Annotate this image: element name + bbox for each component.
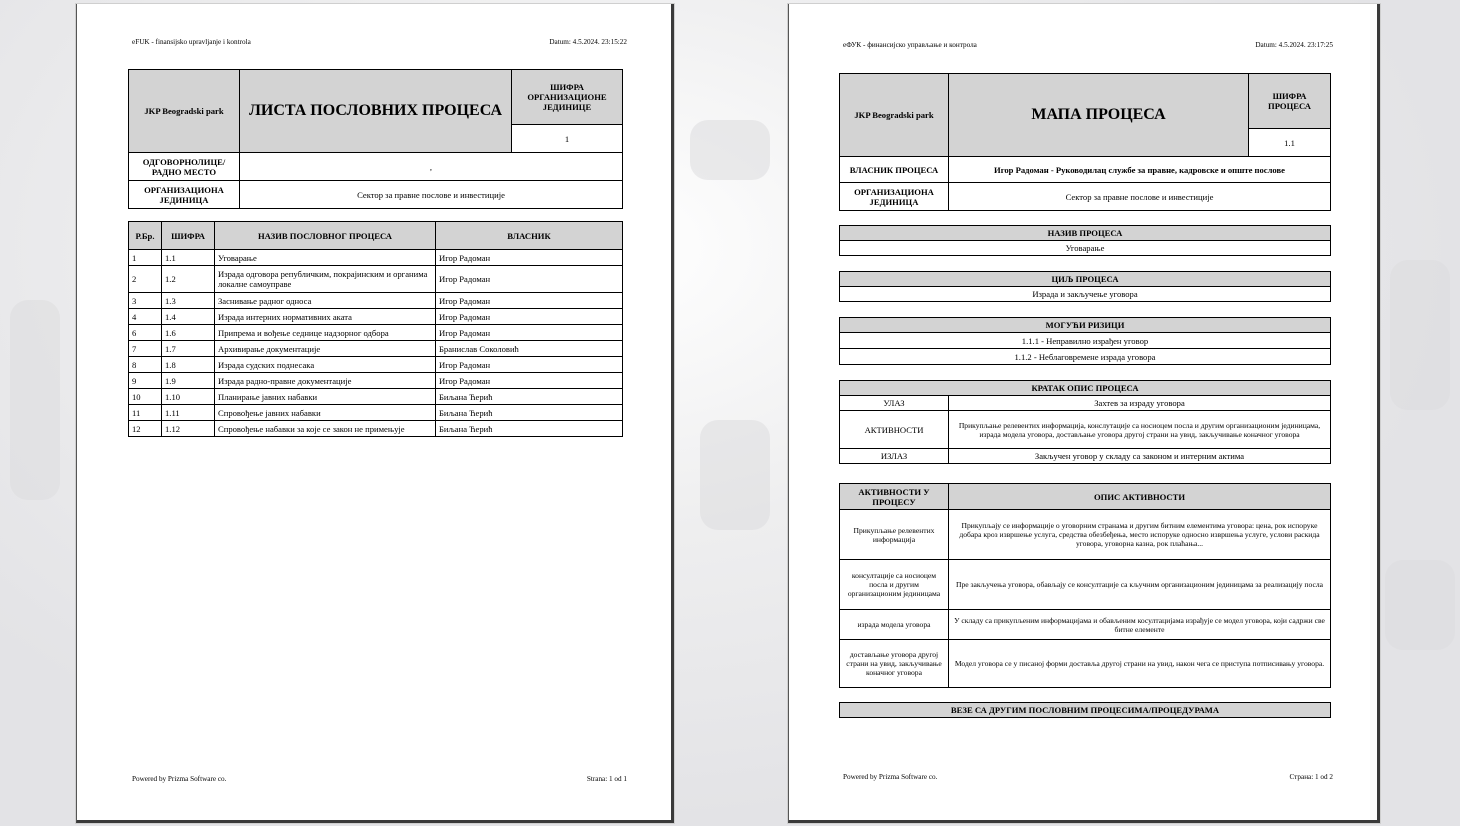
row-number: 2 bbox=[129, 266, 162, 293]
row-code: 1.9 bbox=[162, 373, 215, 389]
row-owner: Биљана Ћерић bbox=[436, 389, 623, 405]
page-header-left: еФУК - финансијско управљање и контрола bbox=[843, 41, 977, 49]
row-owner: Игор Радоман bbox=[436, 250, 623, 266]
activities-value: Прикупљање релевентих информација, конслутације са носиоцем посла и другим организационим јединицама, израда модела уговора, достављање уговора другој страни на увид, закључивање коначног уговора bbox=[949, 411, 1331, 449]
row-owner: Биљана Ћерић bbox=[436, 405, 623, 421]
activity-name: консултације са носиоцем посла и другим организационим јединицама bbox=[840, 560, 949, 610]
activity-description: Модел уговора се у писаној форми доставља другој страни на увид, након чега се приступа потписивању уговора. bbox=[949, 640, 1331, 688]
row-code: 1.10 bbox=[162, 389, 215, 405]
column-header-owner: ВЛАСНИК bbox=[436, 222, 623, 250]
table-row bbox=[129, 389, 623, 405]
row-code: 1.4 bbox=[162, 309, 215, 325]
row-process-name: Спровођење јавних набавки bbox=[215, 405, 436, 421]
related-processes-label: ВЕЗЕ СА ДРУГИМ ПОСЛОВНИМ ПРОЦЕСИМА/ПРОЦЕДУРАМА bbox=[840, 703, 1331, 718]
org-code-label: ШИФРА ОРГАНИЗАЦИОНЕ ЈЕДИНИЦЕ bbox=[512, 70, 623, 125]
table-row bbox=[129, 373, 623, 389]
row-process-name: Израда одговора републичким, покрајинским и органима локалне самоуправе bbox=[215, 266, 436, 293]
row-process-name: Уговарање bbox=[215, 250, 436, 266]
table-row bbox=[129, 405, 623, 421]
process-goal-label: ЦИЉ ПРОЦЕСА bbox=[840, 272, 1331, 287]
row-owner: Игор Радоман bbox=[436, 357, 623, 373]
table-row bbox=[129, 266, 623, 293]
column-header-code: ШИФРА bbox=[162, 222, 215, 250]
background-puzzle-shape bbox=[10, 300, 60, 500]
activity-name: Прикупљање релевентих информација bbox=[840, 510, 949, 560]
process-name-label: НАЗИВ ПРОЦЕСА bbox=[840, 226, 1331, 241]
risk-item: 1.1.2 - Неблаговремене израда уговора bbox=[840, 349, 1331, 365]
row-process-name: Планирање јавних набавки bbox=[215, 389, 436, 405]
table-row bbox=[129, 341, 623, 357]
row-owner: Бранислав Соколовић bbox=[436, 341, 623, 357]
background-puzzle-shape bbox=[700, 420, 770, 530]
row-number: 4 bbox=[129, 309, 162, 325]
row-code: 1.2 bbox=[162, 266, 215, 293]
activity-row bbox=[840, 640, 1331, 688]
document-page-2[interactable] bbox=[788, 4, 1380, 823]
table-row bbox=[129, 325, 623, 341]
document-title: ЛИСТА ПОСЛОВНИХ ПРОЦЕСА bbox=[240, 70, 512, 153]
row-owner: Игор Радоман bbox=[436, 293, 623, 309]
document-page-1[interactable] bbox=[76, 4, 674, 823]
background-puzzle-shape bbox=[1390, 260, 1450, 410]
activity-row bbox=[840, 560, 1331, 610]
process-map-header-table bbox=[839, 73, 1331, 211]
table-row bbox=[129, 357, 623, 373]
activity-row bbox=[840, 610, 1331, 640]
row-number: 11 bbox=[129, 405, 162, 421]
process-goal-value: Израда и закључење уговора bbox=[840, 287, 1331, 302]
short-description-label: КРАТАК ОПИС ПРОЦЕСА bbox=[840, 381, 1331, 396]
row-owner: Игор Радоман bbox=[436, 325, 623, 341]
short-description-table bbox=[839, 380, 1331, 464]
activity-description: У складу са прикупљеним информацијама и обављеним косултацијама израђује се модел уговора, који садржи све битне елементе bbox=[949, 610, 1331, 640]
process-goal-table bbox=[839, 271, 1331, 302]
activity-description-label: ОПИС АКТИВНОСТИ bbox=[949, 484, 1331, 510]
process-code-value: 1.1 bbox=[1249, 129, 1331, 157]
activity-description: Прикупљају се информације о уговорним странама и другим битним елементима уговора: цена, рок испоруке добара кроз извршење услуга, средства обезбеђења, место испоруке односно извршења услуге, услови раскида уговора, уговорна казна, рок плаћања... bbox=[949, 510, 1331, 560]
activity-row bbox=[840, 510, 1331, 560]
background-puzzle-shape bbox=[690, 120, 770, 180]
row-number: 6 bbox=[129, 325, 162, 341]
row-number: 12 bbox=[129, 421, 162, 437]
row-owner: Игор Радоман bbox=[436, 309, 623, 325]
input-value: Захтев за израду уговора bbox=[949, 396, 1331, 411]
activities-table bbox=[839, 483, 1331, 688]
company-name: JKP Beogradski park bbox=[840, 74, 949, 157]
table-row bbox=[129, 309, 623, 325]
row-process-name: Израда интерних нормативних аката bbox=[215, 309, 436, 325]
row-number: 9 bbox=[129, 373, 162, 389]
process-code-label: ШИФРА ПРОЦЕСА bbox=[1249, 74, 1331, 129]
row-process-name: Припрема и вођење седнице надзорног одбора bbox=[215, 325, 436, 341]
process-name-table bbox=[839, 225, 1331, 256]
org-unit-label: ОРГАНИЗАЦИОНА ЈЕДИНИЦА bbox=[840, 183, 949, 211]
activity-name: достављање уговора другој страни на увид, закључивање коначног уговора bbox=[840, 640, 949, 688]
page-header-left: eFUK - finansijsko upravljanje i kontrola bbox=[132, 38, 251, 46]
row-code: 1.7 bbox=[162, 341, 215, 357]
org-code-value: 1 bbox=[512, 125, 623, 153]
page-number: Страна: 1 od 2 bbox=[1289, 773, 1333, 781]
row-process-name: Спровођење набавки за које се закон не примењује bbox=[215, 421, 436, 437]
process-owner-label: ВЛАСНИК ПРОЦЕСА bbox=[840, 157, 949, 183]
row-process-name: Заснивање радног односа bbox=[215, 293, 436, 309]
risks-table bbox=[839, 317, 1331, 365]
background-puzzle-shape bbox=[1385, 560, 1455, 650]
process-owner-value: Игор Радоман - Руководилац службе за правне, кадровске и опште послове bbox=[949, 157, 1331, 183]
process-name-value: Уговарање bbox=[840, 241, 1331, 256]
responsible-person-value: , bbox=[240, 153, 623, 181]
activity-description: Пре закључења уговора, обављају се консултације са кључним организационим јединицама за реализацију посла bbox=[949, 560, 1331, 610]
org-unit-value: Сектор за правне послове и инвестиције bbox=[240, 181, 623, 209]
page-header-date: Datum: 4.5.2024. 23:15:22 bbox=[549, 38, 627, 46]
output-value: Закључен уговор у складу са законом и интерним актима bbox=[949, 449, 1331, 464]
column-header-process-name: НАЗИВ ПОСЛОВНОГ ПРОЦЕСА bbox=[215, 222, 436, 250]
document-title: МАПА ПРОЦЕСА bbox=[949, 74, 1249, 157]
row-code: 1.6 bbox=[162, 325, 215, 341]
table-row bbox=[129, 293, 623, 309]
row-code: 1.12 bbox=[162, 421, 215, 437]
table-row bbox=[129, 421, 623, 437]
table-row bbox=[129, 250, 623, 266]
row-code: 1.1 bbox=[162, 250, 215, 266]
activity-name: израда модела уговора bbox=[840, 610, 949, 640]
row-process-name: Архивирање документације bbox=[215, 341, 436, 357]
row-code: 1.11 bbox=[162, 405, 215, 421]
process-list-header-table bbox=[128, 69, 623, 209]
responsible-person-label: ОДГОВОРНОЛИЦЕ/ РАДНО МЕСТО bbox=[129, 153, 240, 181]
column-header-number: Р.Бр. bbox=[129, 222, 162, 250]
risks-label: МОГУЋИ РИЗИЦИ bbox=[840, 318, 1331, 333]
row-number: 7 bbox=[129, 341, 162, 357]
related-processes-table bbox=[839, 702, 1331, 718]
page-footer-left: Powered by Prizma Software co. bbox=[132, 775, 227, 783]
row-number: 1 bbox=[129, 250, 162, 266]
row-owner: Игор Радоман bbox=[436, 373, 623, 389]
row-code: 1.3 bbox=[162, 293, 215, 309]
process-list-table bbox=[128, 221, 623, 437]
page-footer-left: Powered by Prizma Software co. bbox=[843, 773, 938, 781]
output-label: ИЗЛАЗ bbox=[840, 449, 949, 464]
row-number: 8 bbox=[129, 357, 162, 373]
row-number: 3 bbox=[129, 293, 162, 309]
row-owner: Биљана Ћерић bbox=[436, 421, 623, 437]
risk-item: 1.1.1 - Неправилно израђен уговор bbox=[840, 333, 1331, 349]
org-unit-value: Сектор за правне послове и инвестиције bbox=[949, 183, 1331, 211]
company-name: JKP Beogradski park bbox=[129, 70, 240, 153]
row-process-name: Израда радно-правне документације bbox=[215, 373, 436, 389]
row-code: 1.8 bbox=[162, 357, 215, 373]
input-label: УЛАЗ bbox=[840, 396, 949, 411]
row-number: 10 bbox=[129, 389, 162, 405]
row-process-name: Израда судских поднесака bbox=[215, 357, 436, 373]
activities-in-process-label: АКТИВНОСТИ У ПРОЦЕСУ bbox=[840, 484, 949, 510]
page-number: Strana: 1 od 1 bbox=[586, 775, 627, 783]
row-owner: Игор Радоман bbox=[436, 266, 623, 293]
activities-label: АКТИВНОСТИ bbox=[840, 411, 949, 449]
org-unit-label: ОРГАНИЗАЦИОНА ЈЕДИНИЦА bbox=[129, 181, 240, 209]
page-header-date: Datum: 4.5.2024. 23:17:25 bbox=[1255, 41, 1333, 49]
